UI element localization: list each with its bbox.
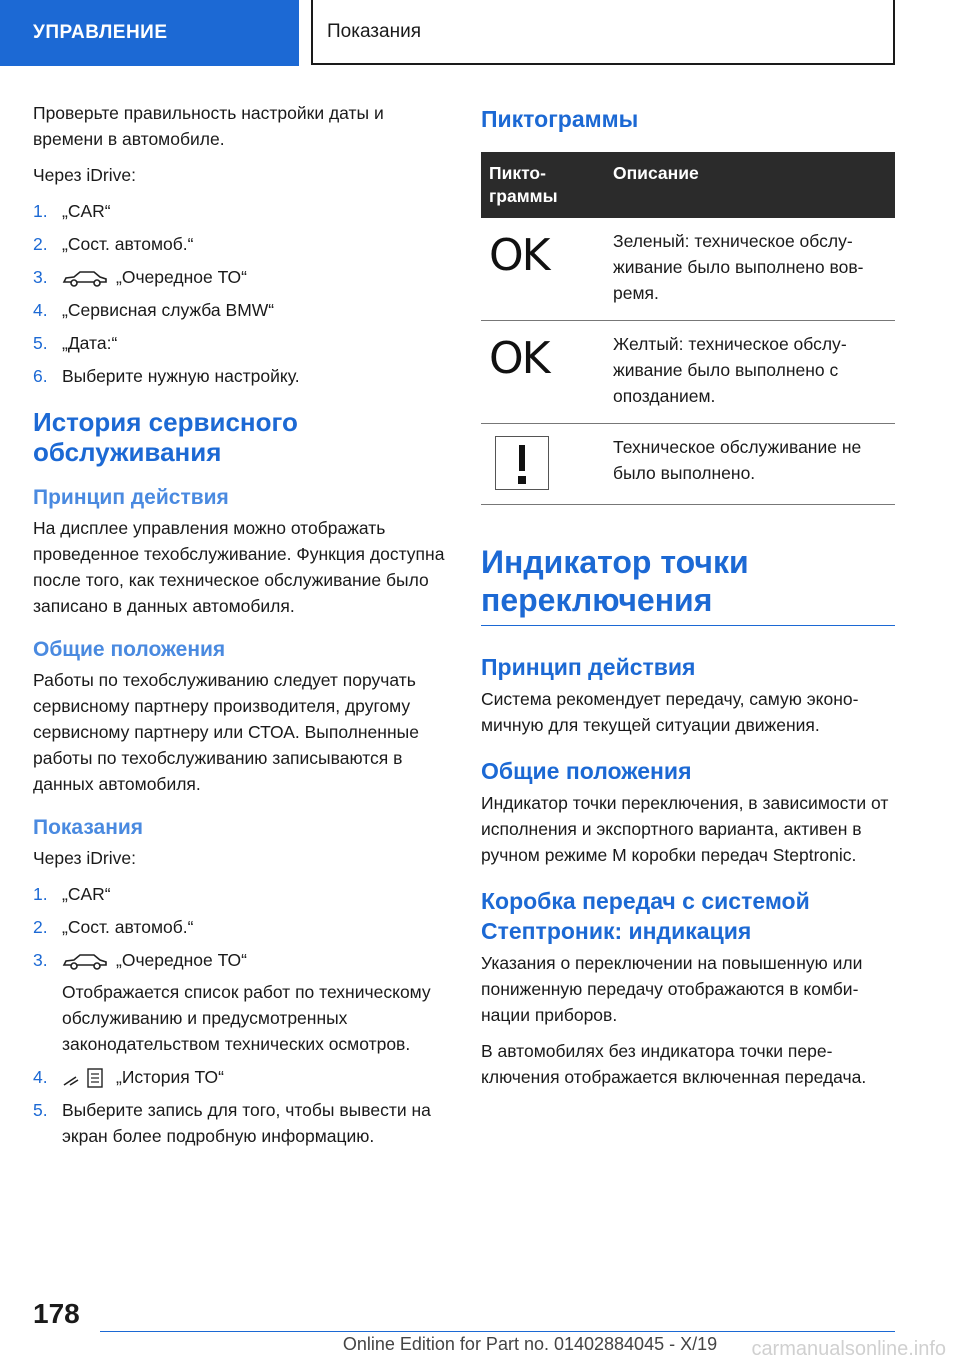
- heading-service-history: История сервисного обслуживания: [33, 407, 298, 467]
- table-cell-description: Техническое обслуживание не было выполнено.: [605, 424, 895, 505]
- heading-principle: Принцип действия: [33, 486, 229, 509]
- principle-paragraph-right: Система рекомендует передачу, самую экономичную для текущей ситуации движения.: [481, 689, 859, 735]
- heading-display: Показания: [33, 816, 144, 839]
- page-number: 178: [33, 1298, 80, 1329]
- ok-yellow-icon: OK: [489, 333, 549, 384]
- car-icon: [62, 269, 108, 287]
- warning-exclamation-icon: [495, 436, 549, 490]
- heading-general: Общие положения: [33, 638, 226, 661]
- table-header-description: Описание: [605, 152, 895, 218]
- steptronic-paragraph-2: В автомобилях без индикатора точки переключения отображается включенная передача.: [481, 1041, 867, 1087]
- footer-divider: [100, 1331, 895, 1332]
- left-column: [33, 100, 447, 1157]
- table-header-pictograms: Пиктограммы: [481, 152, 605, 218]
- section-tab: УПРАВЛЕНИЕ: [0, 0, 299, 66]
- general-paragraph-right: Индикатор точки переключения, в зависимости от исполнения и экспортного варианта, активен в ручном режиме M коробки передач Steptronic.: [481, 793, 889, 865]
- principle-paragraph: На дисплее управления можно отображать проведенное техобслуживание. Функция доступна после того, как техническое обслуживание было записано в данных автомобиля.: [33, 518, 445, 616]
- list-item: 4. „Сервисная служба BMW“: [33, 300, 275, 320]
- page-title-text: Показания: [327, 20, 421, 42]
- table-row: [481, 218, 895, 321]
- list-item: 6. Выберите нужную настройку.: [33, 366, 300, 386]
- list-item: 5. Выберите запись для того, чтобы вывести на экран более подробную информацию.: [33, 1100, 431, 1146]
- steps-list-1: [33, 198, 447, 389]
- list-item: 5. „Дата:“: [33, 333, 118, 353]
- list-item: 3. „Очередное ТО“ Отображается список работ по техническому обслуживанию и предусмотренных законодательством технических осмотров.: [33, 947, 447, 1057]
- list-item: 3. „Очередное ТО“: [33, 267, 247, 287]
- table-row: [481, 424, 895, 505]
- car-icon: [62, 952, 108, 970]
- table-row: [481, 321, 895, 424]
- steptronic-paragraph-1: Указания о переключении на повышенную или пониженную передачу отображаются в комбинации приборов.: [481, 953, 863, 1025]
- footer-edition: Online Edition for Part no. 01402884045 - X/19: [342, 1334, 718, 1354]
- table-header-row: [481, 152, 895, 218]
- table-cell-description: Желтый: техническое обслуживание было выполнено с опозданием.: [605, 321, 895, 424]
- steps-list-2: [33, 881, 447, 1149]
- page-title: [311, 0, 895, 65]
- list-item: 2. „Сост. автомоб.“: [33, 917, 194, 937]
- heading-pictograms: Пиктограммы: [481, 106, 639, 132]
- right-column: [481, 100, 895, 1100]
- heading-principle-right: Принцип действия: [481, 654, 696, 680]
- heading-shift-indicator: Индикатор точки переключения: [481, 543, 895, 626]
- list-item: 2. „Сост. автомоб.“: [33, 234, 194, 254]
- via-idrive-label-2: Через iDrive:: [33, 848, 136, 868]
- service-history-icon: [62, 1067, 110, 1089]
- pictogram-table: [481, 152, 895, 505]
- heading-steptronic: Коробка передач с системой Стептроник: индикация: [481, 888, 810, 944]
- list-item: 1. „CAR“: [33, 201, 111, 221]
- heading-general-right: Общие положения: [481, 758, 692, 784]
- watermark: carmanualsonline.info: [751, 1338, 946, 1360]
- intro-paragraph: Проверьте правильность настройки даты и времени в автомобиле.: [33, 103, 384, 149]
- table-cell-description: Зеленый: техническое обслуживание было выполнено вовремя.: [605, 218, 895, 321]
- via-idrive-label: Через iDrive:: [33, 165, 136, 185]
- list-item: 1. „CAR“: [33, 884, 111, 904]
- ok-green-icon: OK: [489, 230, 549, 281]
- step-3-description: Отображается список работ по техническому обслуживанию и предусмотренных законодательством технических осмотров.: [62, 982, 431, 1054]
- general-paragraph: Работы по техобслуживанию следует поручать сервисному партнеру производителя, другому сервисному партнеру или СТОА. Выполненные работы по техобслуживанию записываются в данных автомобиля.: [33, 670, 419, 794]
- list-item: 4. „История ТО“: [33, 1064, 447, 1090]
